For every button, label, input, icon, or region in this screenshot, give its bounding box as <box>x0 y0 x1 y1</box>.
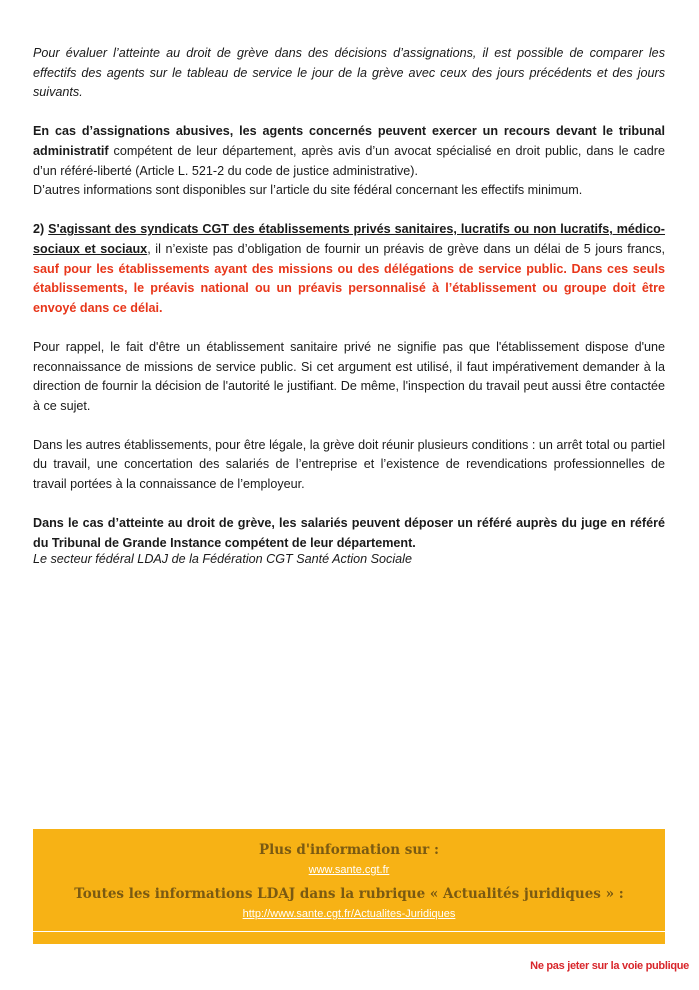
recours-rest: compétent de leur département, après avis d’un avocat spécialisé en droit public, dans le cadre d’un référé-liberté (Article L. 521-2 du code de justice administrative). <box>33 143 665 178</box>
info-divider <box>33 931 665 932</box>
point-number: 2) <box>33 222 49 237</box>
signature: Le secteur fédéral LDAJ de la Fédération CGT Santé Action Sociale <box>33 552 412 566</box>
document-body <box>33 44 665 553</box>
syndicats-mid: , il n’existe pas d’obligation de fournir un préavis de grève dans un délai de 5 jours francs, <box>147 241 666 256</box>
paragraph-refere: Dans le cas d’atteinte au droit de grève, les salariés peuvent déposer un référé auprès du juge en référé du Tribunal de Grande Instance compétent de leur département. <box>33 516 665 550</box>
ldaj-title: Toutes les informations LDAJ dans la rubrique « Actualités juridiques » : <box>74 886 624 902</box>
paragraph-syndicats-prives <box>33 220 665 318</box>
info-title: Plus d'information sur : <box>259 842 439 858</box>
site-link[interactable]: www.sante.cgt.fr <box>308 864 390 876</box>
recours-bold: En cas d’assignations abusives, les agents concernés peuvent exercer un recours devant le tribunal administratif <box>33 124 665 158</box>
paragraph-autres-etablissements: Dans les autres établissements, pour être légale, la grève doit réunir plusieurs conditions : un arrêt total ou partiel du travail, une concertation des salariés de l’entreprise et l’existence de revendications professionnelles de travail portées à la connaissance de l’employeur. <box>33 437 665 492</box>
actualites-link[interactable]: http://www.sante.cgt.fr/Actualites-Juridiques <box>242 908 456 920</box>
paragraph-rappel: Pour rappel, le fait d'être un établissement sanitaire privé ne signifie pas que l'établissement dispose d'une reconnaissance de missions de service public. Si cet argument est utilisé, il faut impérativement demander à la direction de fournir la décision de l'autorité le justifiant. De même, l'inspection du travail peut aussi être contactée à ce sujet. <box>33 339 665 413</box>
recours-info: D’autres informations sont disponibles sur l’article du site fédéral concernant les effectifs minimum. <box>33 183 583 198</box>
syndicats-underlined: S'agissant des syndicats CGT des établissements privés sanitaires, lucratifs ou non lucratifs, médico-sociaux et sociaux <box>33 222 665 256</box>
syndicats-red-warning: sauf pour les établissements ayant des missions ou des délégations de service public. Dans ces seuls établissements, le préavis national ou un préavis personnalisé à l’établissement ou groupe doit être envoyé dans ce délai. <box>33 261 665 315</box>
footer-note: Ne pas jeter sur la voie publique <box>530 960 689 972</box>
info-box <box>33 829 665 944</box>
paragraph-recours <box>33 122 665 200</box>
paragraph-assignations: Pour évaluer l’atteinte au droit de grève dans des décisions d’assignations, il est possible de comparer les effectifs des agents sur le tableau de service le jour de la grève avec ceux des jours précédents et des jours suivants. <box>33 46 665 100</box>
